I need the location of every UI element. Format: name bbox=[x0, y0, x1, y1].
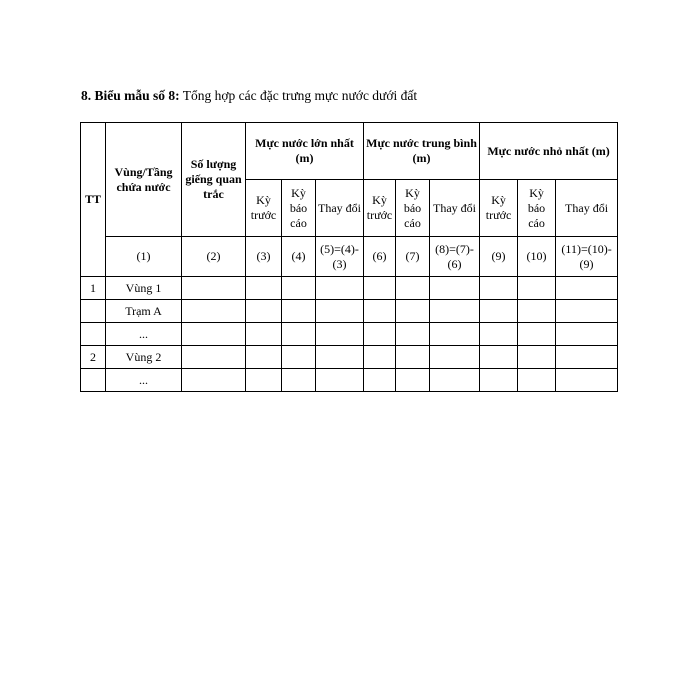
row-name: Trạm A bbox=[106, 300, 182, 323]
sub-change-max: Thay đổi bbox=[316, 180, 364, 237]
sub-prev-max: Kỳ trước bbox=[246, 180, 282, 237]
table-row bbox=[81, 277, 618, 300]
sub-report-min: Kỳ báo cáo bbox=[518, 180, 556, 237]
form-title: Tổng hợp các đặc trưng mực nước dưới đất bbox=[179, 88, 418, 103]
sub-change-min: Thay đổi bbox=[556, 180, 618, 237]
water-level-summary-table bbox=[80, 122, 618, 392]
col-header-min-level: Mực nước nhỏ nhất (m) bbox=[480, 123, 618, 180]
code-1: (1) bbox=[106, 237, 182, 277]
form-heading bbox=[81, 88, 641, 104]
form-number: 8. Biểu mẫu số 8: bbox=[81, 88, 180, 103]
table-row bbox=[81, 346, 618, 369]
row-tt bbox=[81, 323, 106, 346]
row-name: ... bbox=[106, 323, 182, 346]
row-tt bbox=[81, 300, 106, 323]
row-tt: 2 bbox=[81, 346, 106, 369]
code-10: (10) bbox=[518, 237, 556, 277]
code-5: (5)=(4)-(3) bbox=[316, 237, 364, 277]
table-row bbox=[81, 300, 618, 323]
code-8: (8)=(7)-(6) bbox=[430, 237, 480, 277]
sub-prev-min: Kỳ trước bbox=[480, 180, 518, 237]
code-3: (3) bbox=[246, 237, 282, 277]
row-tt: 1 bbox=[81, 277, 106, 300]
col-header-tt: TT bbox=[81, 123, 106, 277]
sub-change-avg: Thay đổi bbox=[430, 180, 480, 237]
row-name: ... bbox=[106, 369, 182, 392]
row-name: Vùng 2 bbox=[106, 346, 182, 369]
sub-prev-avg: Kỳ trước bbox=[364, 180, 396, 237]
code-9: (9) bbox=[480, 237, 518, 277]
sub-report-max: Kỳ báo cáo bbox=[282, 180, 316, 237]
col-header-zone: Vùng/Tầng chứa nước bbox=[106, 123, 182, 237]
col-header-avg-level: Mực nước trung bình (m) bbox=[364, 123, 480, 180]
code-4: (4) bbox=[282, 237, 316, 277]
header-row-groups bbox=[81, 123, 618, 180]
code-2: (2) bbox=[182, 237, 246, 277]
col-header-wells: Số lượng giếng quan trắc bbox=[182, 123, 246, 237]
col-header-max-level: Mực nước lớn nhất (m) bbox=[246, 123, 364, 180]
code-7: (7) bbox=[396, 237, 430, 277]
code-11: (11)=(10)-(9) bbox=[556, 237, 618, 277]
header-row-codes bbox=[81, 237, 618, 277]
table-row bbox=[81, 323, 618, 346]
table-row bbox=[81, 369, 618, 392]
code-6: (6) bbox=[364, 237, 396, 277]
row-name: Vùng 1 bbox=[106, 277, 182, 300]
sub-report-avg: Kỳ báo cáo bbox=[396, 180, 430, 237]
row-tt bbox=[81, 369, 106, 392]
